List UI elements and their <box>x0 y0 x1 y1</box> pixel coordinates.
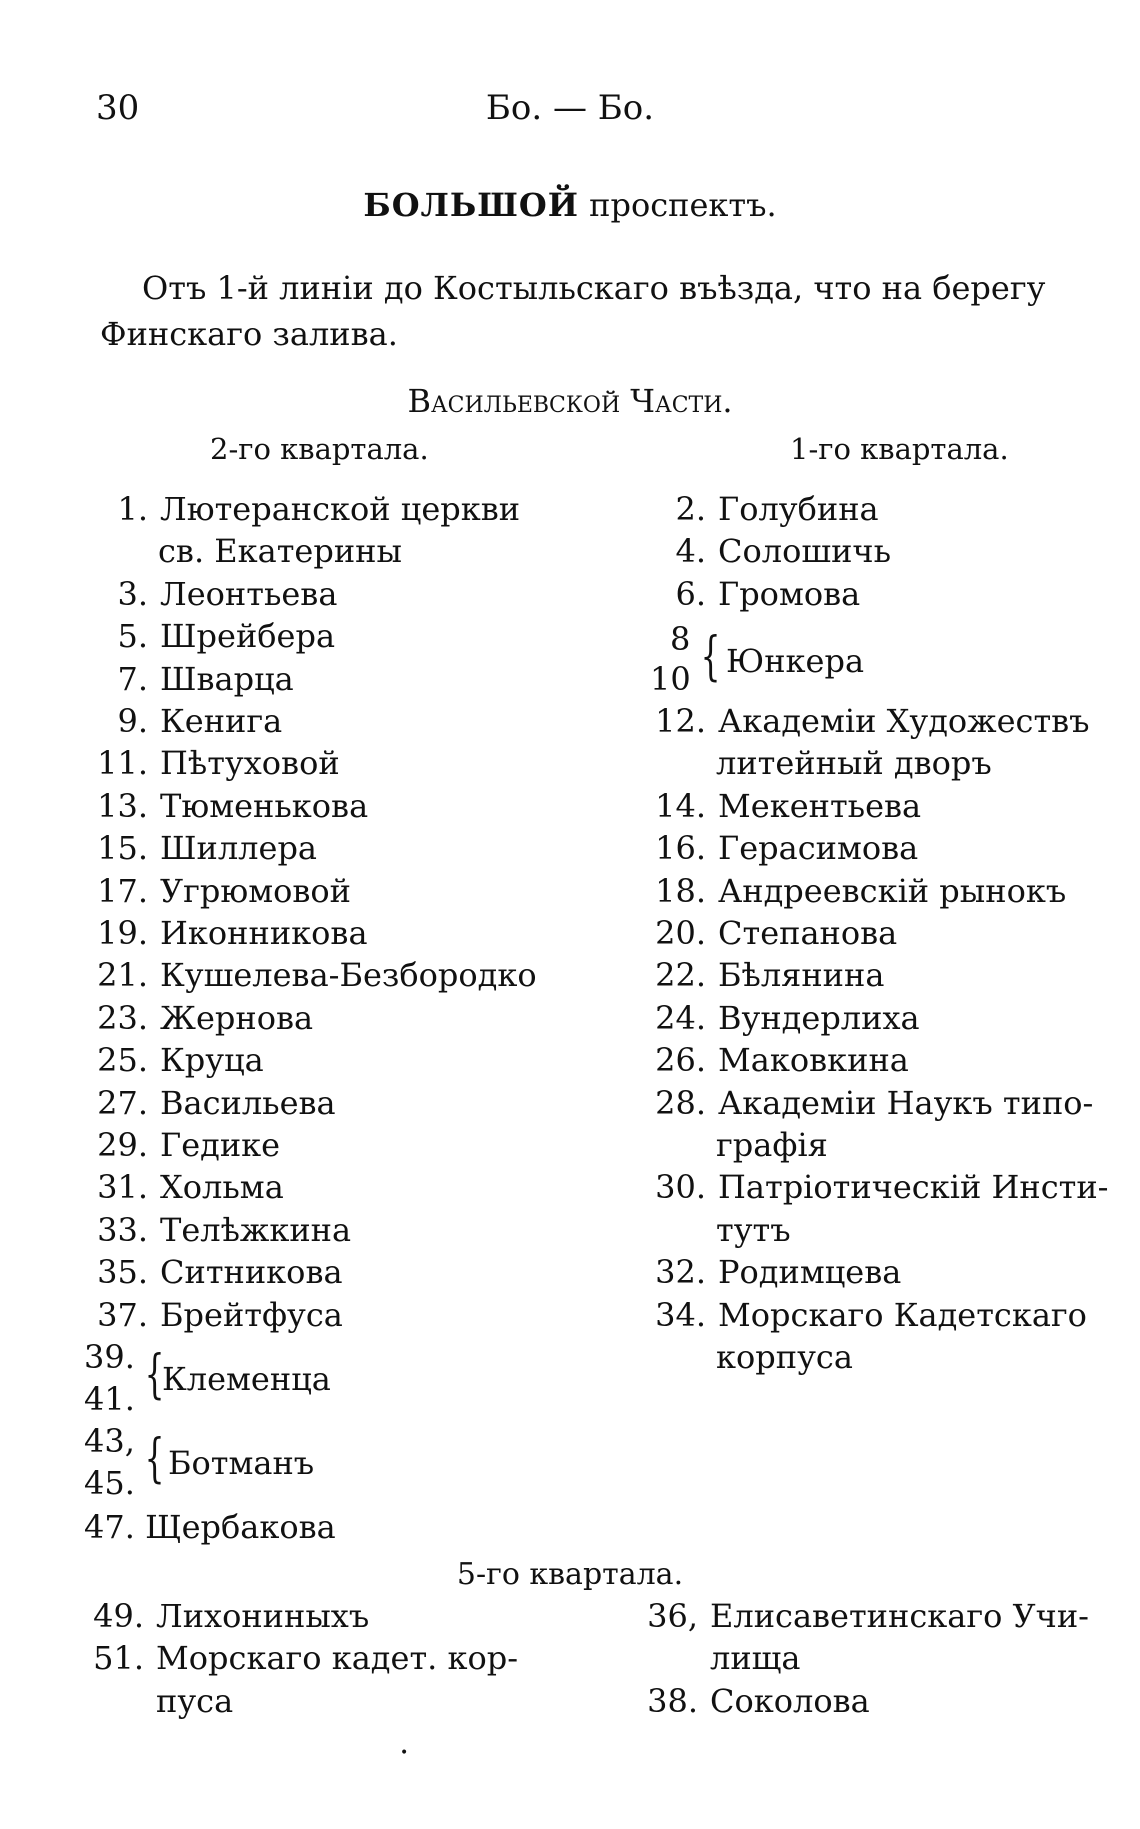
list-entry-name: Шварца <box>160 659 294 698</box>
list-entry-name: Громова <box>718 574 861 613</box>
list-number: 10 <box>650 660 691 698</box>
list-number: 41. <box>84 1380 135 1418</box>
list-entry-name: Кенига <box>160 702 283 740</box>
list-number: 28. <box>655 1083 706 1122</box>
list-entry-name: лища <box>710 1639 801 1678</box>
list-item <box>84 1508 336 1546</box>
list-number: 13. <box>97 786 148 825</box>
speck: • <box>400 1745 409 1761</box>
list-entry-name: Телѣжкина <box>160 1210 352 1249</box>
list-entry-name: Вундерлиха <box>718 998 920 1037</box>
list-entry-name: Степанова <box>718 914 898 952</box>
list-entry-name: Брейтфуса <box>160 1295 343 1334</box>
list-entry-name: Круца <box>160 1041 264 1080</box>
list-entry-name: Академіи Художествъ <box>718 702 1090 740</box>
list-entry-name: Солошичь <box>718 532 891 571</box>
list-entry-name: пуса <box>156 1681 234 1720</box>
list-entry-name: Бѣлянина <box>718 956 885 995</box>
list-number: 25. <box>97 1041 148 1080</box>
list-entry-name: Шрейбера <box>160 617 336 656</box>
list-entry-name: Морскаго кадет. кор- <box>156 1639 519 1678</box>
list-number: 33. <box>97 1210 148 1249</box>
list-entry-name: Родимцева <box>718 1253 902 1292</box>
part-heading: Васильевской Части. <box>407 382 733 420</box>
list-number: 51. <box>93 1639 144 1678</box>
list-entry-name: Андреевскій рынокъ <box>718 871 1067 910</box>
list-entry-name: Ситникова <box>160 1253 343 1292</box>
list-entry-name: Иконникова <box>160 914 368 952</box>
list-entry-name: Васильева <box>160 1083 336 1122</box>
list-entry-name: графія <box>716 1126 828 1164</box>
section-title <box>0 186 1140 224</box>
title-bold: БОЛЬШОЙ <box>363 186 579 224</box>
list-entry-name: Кушелева-Безбородко <box>160 956 537 995</box>
list-entry-name: Угрюмовой <box>160 871 351 910</box>
list-entry-name: Маковкина <box>718 1041 909 1080</box>
list-number: 22. <box>655 956 706 995</box>
brace-symbol: { <box>700 627 721 687</box>
list-entry-name: Елисаветинскаго Учи- <box>710 1597 1089 1635</box>
list-entry-name: св. Екатерины <box>158 532 402 571</box>
list-number: 6. <box>675 574 706 613</box>
list-number: 27. <box>97 1083 148 1122</box>
list-entry-name: Академіи Наукъ типо- <box>718 1083 1094 1122</box>
list-entry-name: Жернова <box>160 998 314 1037</box>
list-number: 18. <box>655 871 706 910</box>
page-number: 30 <box>96 88 140 128</box>
list-entry-name: тутъ <box>716 1210 791 1249</box>
list-entry-name: Ботманъ <box>168 1444 315 1482</box>
list-number: 7. <box>117 659 148 698</box>
list-number: 43, <box>84 1422 135 1460</box>
list-number: 38. <box>647 1681 698 1720</box>
list-number: 24. <box>655 998 706 1037</box>
list-number: 19. <box>97 914 148 952</box>
list-entry-name: литейный дворъ <box>716 744 992 783</box>
list-entry-name: Хольма <box>160 1168 284 1207</box>
list-number: 30. <box>655 1168 706 1207</box>
list-number: 32. <box>655 1253 706 1292</box>
list-number: 37. <box>97 1295 148 1334</box>
list-number: 14. <box>655 786 706 825</box>
left-quarter-heading: 2-го квартала. <box>210 432 429 466</box>
list-number: 29. <box>97 1126 148 1164</box>
list-number: 16. <box>655 829 706 868</box>
list-number: 1. <box>117 490 148 528</box>
running-head: Бо. — Бо. <box>485 88 655 128</box>
list-entry-name: Шиллера <box>160 829 317 868</box>
list-number: 15. <box>97 829 148 868</box>
list-entry-name: Лихониныхъ <box>156 1597 370 1635</box>
list-entry-name: Морскаго Кадетскаго <box>718 1295 1087 1334</box>
right-quarter-heading: 1-го квартала. <box>790 432 1009 466</box>
list-number: 47. <box>84 1508 135 1546</box>
list-number: 12. <box>655 702 706 740</box>
list-number: 39. <box>84 1338 135 1376</box>
list-entry-name: Леонтьева <box>160 574 338 613</box>
list-number: 36, <box>647 1597 698 1635</box>
list-entry-name: Мекентьева <box>718 786 922 825</box>
list-entry-name: Патріотическій Инсти- <box>718 1168 1109 1207</box>
list-entry-name: Клеменца <box>162 1360 331 1398</box>
list-number: 49. <box>93 1597 144 1635</box>
list-entry-name: корпуса <box>716 1338 853 1376</box>
list-entry-name: Голубина <box>718 490 879 528</box>
list-number: 4. <box>675 532 706 571</box>
fifth-quarter-heading: 5-го квартала. <box>456 1557 684 1592</box>
list-entry-name: Тюменькова <box>160 786 369 825</box>
list-number: 8 <box>670 620 691 658</box>
list-number: 26. <box>655 1041 706 1080</box>
list-number: 5. <box>117 617 148 656</box>
list-number: 3. <box>117 574 148 613</box>
brace-symbol: { <box>144 1429 165 1489</box>
list-number: 17. <box>97 871 148 910</box>
list-number: 20. <box>655 914 706 952</box>
list-entry-name: Юнкера <box>726 642 865 680</box>
list-number: 11. <box>97 744 148 783</box>
list-number: 31. <box>97 1168 148 1207</box>
list-entry-name: Щербакова <box>145 1508 336 1546</box>
list-entry-name: Гедике <box>160 1126 281 1164</box>
list-number: 9. <box>117 702 148 740</box>
list-number: 45. <box>84 1464 135 1502</box>
list-entry-name: Соколова <box>710 1681 870 1720</box>
list-entry-name: Лютеранской церкви <box>160 490 521 528</box>
brace-symbol: { <box>144 1345 165 1405</box>
list-number: 23. <box>97 998 148 1037</box>
list-number: 35. <box>97 1253 148 1292</box>
list-entry-name: Герасимова <box>718 829 919 868</box>
list-number: 34. <box>655 1295 706 1334</box>
intro-text: Отъ 1-й линіи до Костыльскаго въѣзда, что на берегу Финскаго залива. <box>100 269 1046 353</box>
list-entry-name: Пѣтуховой <box>160 744 340 783</box>
list-number: 2. <box>675 490 706 528</box>
list-number: 21. <box>97 956 148 995</box>
title-rest: проспектъ. <box>589 186 777 224</box>
